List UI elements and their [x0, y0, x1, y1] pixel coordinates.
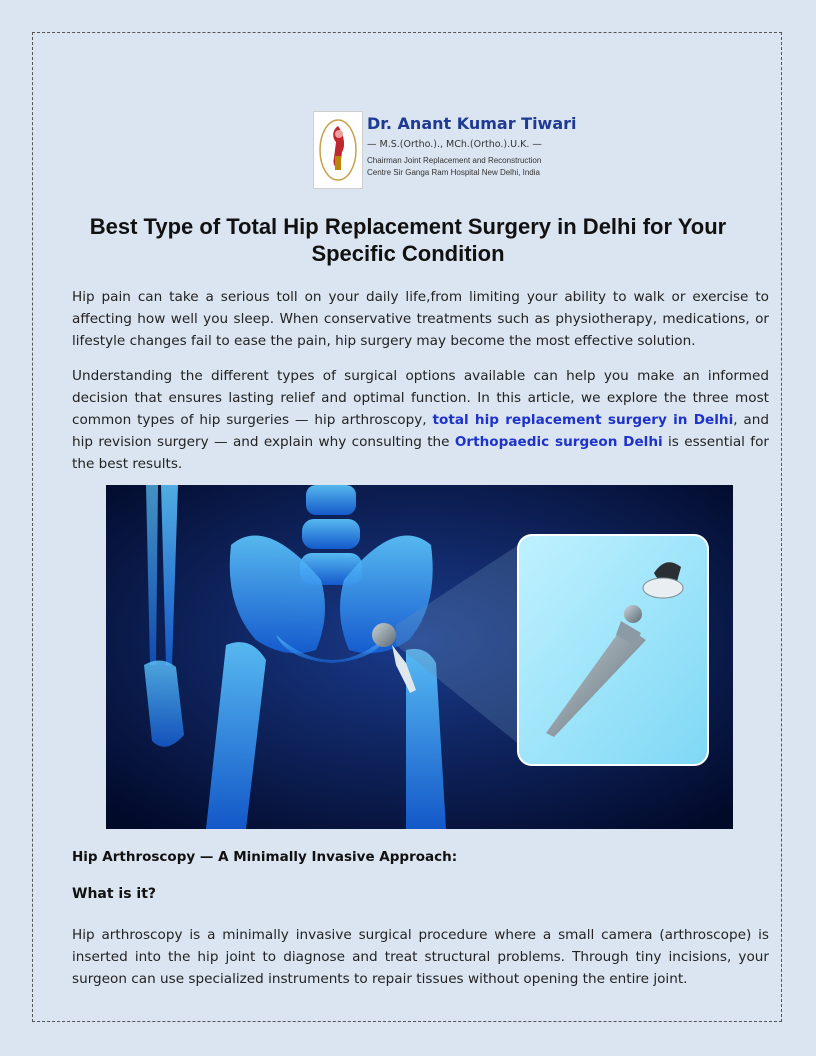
logo-degrees: — M.S.(Ortho.)., MCh.(Ortho.).U.K. — — [367, 139, 542, 150]
total-hip-replacement-link[interactable]: total hip replacement surgery in Delhi — [432, 412, 734, 428]
options-text-2: , and hip revision surgery — and explain why consulting the — [72, 412, 769, 450]
hip-replacement-illustration — [106, 485, 733, 829]
intro-paragraph: Hip pain can take a serious toll on your daily life,from limiting your ability to walk or exercise to affecting how well you sleep. When conservative treatments such as physiotherapy, medications, or lifestyle changes fail to ease the pain, hip surgery may become the most effective solution. — [72, 289, 769, 349]
options-text-1: Understanding the different types of surgical options available can help you make an informed decision that ensures lasting relief and optimal function. In this article, we explore the three most common types of hip surgeries — hip arthroscopy, — [72, 368, 769, 428]
heading-what-is-it: What is it? — [72, 886, 157, 902]
joint-emblem-icon — [314, 112, 362, 188]
arthroscopy-paragraph: Hip arthroscopy is a minimally invasive surgical procedure where a small camera (arthroscope) is inserted into the hip joint to diagnose and treat structural problems. Through tiny incisions, your surgeon can use specialized instruments to repair tissues without opening the entire joint. — [72, 927, 769, 987]
options-text-3: is essential for the best results. — [72, 434, 769, 472]
doctor-logo — [313, 111, 577, 191]
logo-affiliation-line1: Chairman Joint Replacement and Reconstruction — [367, 156, 542, 165]
heading-hip-arthroscopy: Hip Arthroscopy — A Minimally Invasive Approach: — [72, 849, 458, 865]
page-title: Best Type of Total Hip Replacement Surgery in Delhi for Your Specific Condition — [89, 214, 727, 266]
logo-affiliation-line2: Centre Sir Ganga Ram Hospital New Delhi, India — [367, 168, 540, 177]
orthopaedic-surgeon-link[interactable]: Orthopaedic surgeon Delhi — [454, 434, 663, 450]
logo-name: Dr. Anant Kumar Tiwari — [367, 114, 577, 133]
hip-xray-illustration-icon — [106, 485, 733, 829]
options-paragraph — [72, 365, 769, 475]
logo-emblem — [313, 111, 363, 189]
